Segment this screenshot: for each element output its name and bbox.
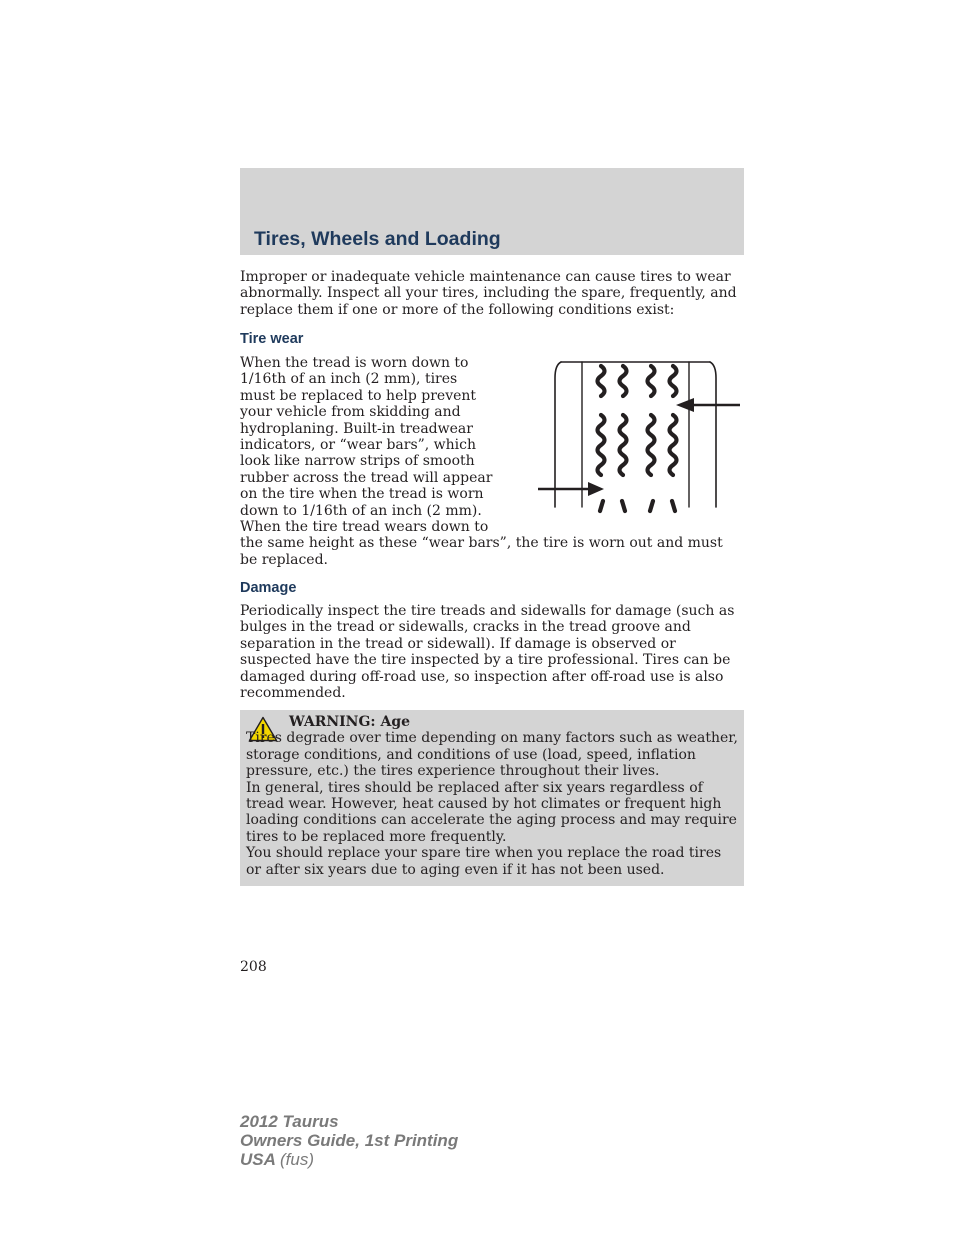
warning-box xyxy=(240,710,744,886)
tread-wear-bar-diagram xyxy=(500,355,740,523)
footer-publication-info xyxy=(240,1112,458,1170)
footer-region xyxy=(240,1150,458,1169)
section-title: Tires, Wheels and Loading xyxy=(254,228,501,250)
damage-heading: Damage xyxy=(240,580,297,596)
footer-model: 2012 Taurus xyxy=(240,1112,339,1131)
warning-paragraph-1: Tires degrade over time depending on many factors such as weather, storage conditions, and conditions of use (load, speed, inflation pressure, etc.) the tires experience throughout their lives. xyxy=(246,730,738,780)
warning-paragraph-2: In general, tires should be replaced after six years regardless of tread wear. However, heat caused by hot climates or frequent high loading conditions can accelerate the aging process and may require tires to be replaced more frequently. xyxy=(246,779,737,845)
warning-paragraph-3: You should replace your spare tire when you replace the road tires or after six years due to aging even if it has not been used. xyxy=(246,845,722,878)
tire-tread-illustration xyxy=(500,355,740,523)
damage-paragraph: Periodically inspect the tire treads and sidewalls for damage (such as bulges in the tread or sidewalls, cracks in the tread groove and separation in the tread or sidewall). If damage is observed or suspected have the tire inspected by a tire professional. Tires can be damaged during off-road use, so inspection after off-road use is also recommended. xyxy=(240,603,735,702)
tire-wear-section xyxy=(240,355,740,568)
section-header-band xyxy=(240,168,744,255)
wear-bar-arrow-right xyxy=(676,398,740,412)
warning-title: WARNING: Age xyxy=(289,714,411,730)
tire-wear-heading: Tire wear xyxy=(240,331,304,347)
footer-region-main: USA xyxy=(240,1150,276,1170)
footer-region-code: (fus) xyxy=(280,1150,314,1170)
tire-wear-paragraph: When the tread is worn down to 1/16th of an inch (2 mm), tires must be replaced to help prevent your vehicle from skidding and hydroplaning. Built-in treadwear indicators, or “wear bars”, which look like narrow strips of smooth rubber across the tread will appear on the tire when the tread is worn down to 1/16th of an inch (2 mm). When the tire tread wears down to the same height as these “wear bars”, the tire is worn out and must be replaced. xyxy=(240,355,723,568)
intro-paragraph: Improper or inadequate vehicle maintenance can cause tires to wear abnormally. Inspect all your tires, including the spare, frequently, and replace them if one or more of the following conditions exist: xyxy=(240,269,737,318)
footer-guide: Owners Guide, 1st Printing xyxy=(240,1131,459,1151)
warning-content xyxy=(246,714,740,878)
page-number: 208 xyxy=(240,959,267,975)
wear-bar-arrow-left xyxy=(538,482,604,496)
